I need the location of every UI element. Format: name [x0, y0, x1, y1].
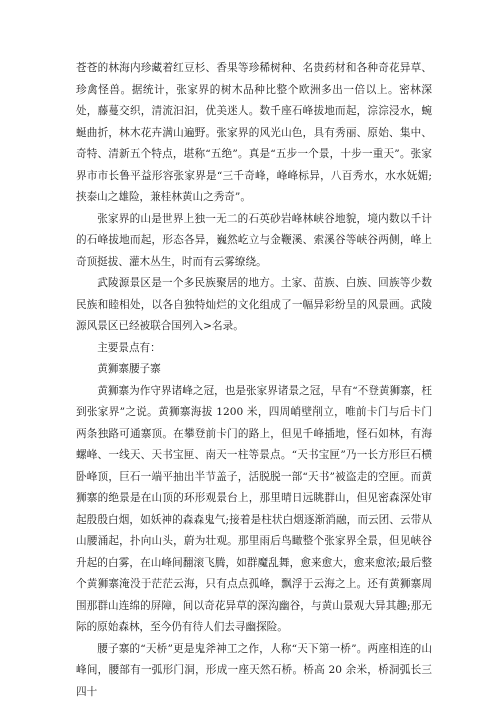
paragraph-ethnic-groups: 武陵源景区是一个多民族聚居的地方。土家、苗族、白族、回族等少数民族和睦相处，以各自独特灿烂的文化组成了一幅异彩纷呈的风景画。武陵源风景区已经被联合国列入>名录。: [76, 277, 432, 332]
paragraph-yaozizhai-bridge: 腰子寨的“天桥”更是鬼斧神工之作，人称“天下第一桥”。两座相连的山峰间，腰部有一弧形门洞，形成一座天然石桥。桥高 20 余米，桥洞弧长三四十: [76, 642, 432, 698]
paragraph-flora-fauna: 苍苍的林海内珍藏着红豆杉、香果等珍稀树种、名贵药材和各种奇花异草、珍禽怪兽。据统计，张家界的树木品种比整个欧洲多出一倍以上。密林深处，藤蔓交织，清流汩汩，优美迷人。数千座石峰拔地而起，淙淙浸水，蜿蜒曲折，林木花卉满山遍野。张家界的风光山色，具有秀丽、原始、集中、奇特、清新五个特点，堪称“五绝”。真是“五步一个景，十步一重天”。张家界市市长鲁平益形容张家界是“三千奇峰，峰峰标异，八百秀水，水水妩媚;挟泰山之雄险，兼桂林黄山之秀奇”。: [76, 62, 432, 203]
section-heading-huangshizhai: 黄狮寨腰子寨: [97, 363, 161, 375]
main-attractions-heading: 主要景点有：: [97, 341, 161, 354]
document-body: [76, 58, 432, 703]
paragraph-mountains: 张家界的山是世界上独一无二的石英砂岩峰林峡谷地貌，境内数以千计的石峰拔地而起，形态各异，巍然屹立与金鞭溪、索溪谷等峡谷两侧，峰上奇顶挺拔、灌木丛生，时而有云雾缭绕。: [76, 212, 432, 268]
paragraph-huangshizhai: 黄狮寨为作守界诸峰之冠，也是张家界诸景之冠，早有“不登黄狮寨，枉到张家界”之说。黄狮寨海拔 1200 米，四周峭壁削立，唯前卡门与后卡门两条独路可通寨顶。在攀登前卡门的路上，但见千峰插地，怪石如林，有海螺峰、一线天、天书宝匣、南天一柱等景点。“天书宝匣”乃一长方形巨石横卧峰顶，巨石一端平抽出半节盖子，活脱脱一部“天书”被盗走的空匣。而黄狮寨的绝景是在山顶的环形观景台上，那里晴日远眺群山，但见密森深处审起殷殷白烟，如妖神的森森鬼气;接着是柱状白烟逐渐消融，而云团、云带从山腰涌起，扑向山头，蔚为壮观。那里雨后鸟瞰整个张家界全景，但见峡谷升起的白雾，在山峰间翻滚飞腾，如群魔乱舞，愈来愈大，愈来愈浓;最后整个黄狮寨淹没于茫茫云海，只有点点孤峰，飘浮于云海之上。还有黄狮寨周围那群山连绵的屏障，间以奇花异草的深沟幽谷，与黄山景观大异其趣;那无际的原始森林，至今仍有待人们去寻幽探险。: [76, 384, 432, 633]
